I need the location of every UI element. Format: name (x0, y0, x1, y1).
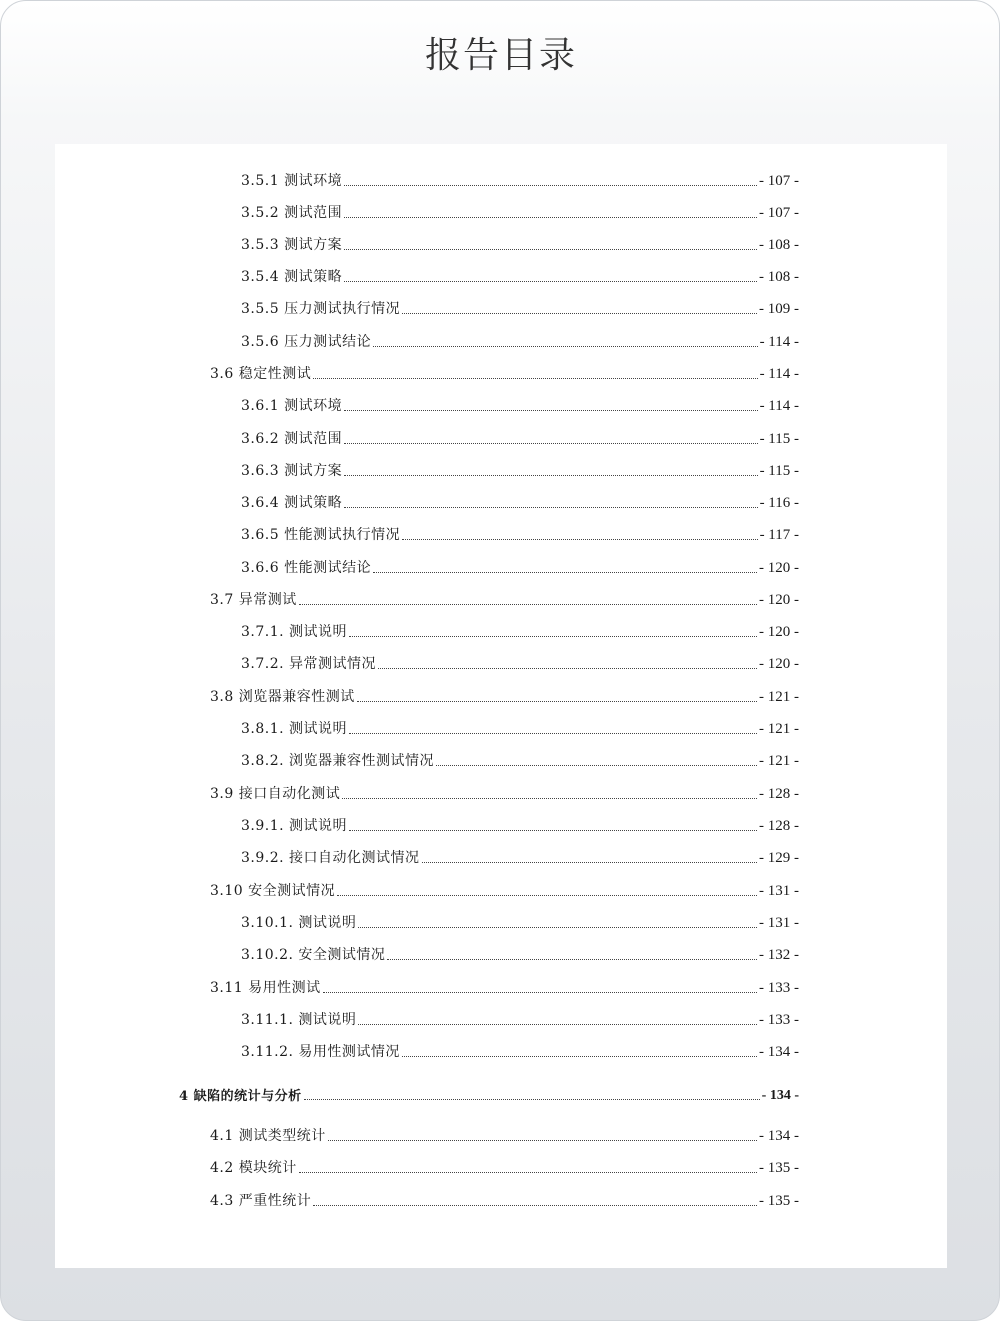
toc-entry[interactable] (241, 488, 799, 512)
toc-entry[interactable] (210, 1121, 799, 1145)
toc-entry-page-number: - 121 - (759, 689, 799, 705)
toc-entry-label: 3.11 易用性测试 (210, 980, 321, 996)
toc-entry[interactable] (241, 1005, 799, 1029)
dot-leader (378, 668, 757, 669)
dot-leader (349, 830, 757, 831)
toc-entry[interactable] (210, 585, 799, 609)
toc-entry-page-number: - 120 - (759, 560, 799, 576)
toc-entry-page-number: - 128 - (759, 818, 799, 834)
dot-leader (373, 346, 757, 347)
document-page (55, 144, 947, 1268)
toc-entry-page-number: - 117 - (759, 527, 799, 543)
dot-leader (344, 443, 757, 444)
toc-entry-page-number: - 114 - (759, 334, 799, 350)
toc-entry[interactable] (241, 617, 799, 641)
dot-leader (342, 798, 757, 799)
toc-entry[interactable] (241, 424, 799, 448)
toc-entry[interactable] (241, 746, 799, 770)
toc-entry-page-number: - 128 - (759, 786, 799, 802)
toc-entry-label: 3.6.6 性能测试结论 (241, 560, 372, 576)
toc-entry-page-number: - 135 - (759, 1193, 799, 1209)
toc-entry-page-number: - 115 - (759, 431, 799, 447)
toc-entry-label: 3.6.5 性能测试执行情况 (241, 527, 401, 543)
toc-entry-page-number: - 131 - (759, 883, 799, 899)
dot-leader (349, 636, 757, 637)
dot-leader (344, 475, 757, 476)
table-of-contents (55, 144, 947, 1268)
toc-entry[interactable] (210, 1153, 799, 1177)
toc-entry[interactable] (241, 714, 799, 738)
toc-entry-label: 3.8.1. 测试说明 (241, 721, 348, 737)
dot-leader (402, 539, 757, 540)
dot-leader (402, 1056, 757, 1057)
toc-entry-page-number: - 134 - (761, 1088, 799, 1103)
toc-entry-page-number: - 133 - (759, 980, 799, 996)
toc-entry-label: 3.5.2 测试范围 (241, 205, 343, 221)
toc-entry[interactable] (241, 262, 799, 286)
toc-entry-label: 3.9.1. 测试说明 (241, 818, 348, 834)
toc-entry-page-number: - 108 - (759, 269, 799, 285)
toc-entry-label: 3.10.1. 测试说明 (241, 915, 357, 931)
toc-entry-page-number: - 135 - (759, 1160, 799, 1176)
toc-entry[interactable] (241, 1037, 799, 1061)
dot-leader (299, 1172, 757, 1173)
dot-leader (299, 604, 757, 605)
toc-entry[interactable] (241, 649, 799, 673)
toc-entry-label: 3.8.2. 浏览器兼容性测试情况 (241, 753, 435, 769)
toc-entry[interactable] (210, 359, 799, 383)
toc-entry-page-number: - 107 - (759, 173, 799, 189)
dot-leader (313, 378, 757, 379)
toc-entry[interactable] (241, 327, 799, 351)
toc-entry[interactable] (210, 682, 799, 706)
toc-entry-label: 3.5.6 压力测试结论 (241, 334, 372, 350)
dot-leader (422, 862, 757, 863)
toc-entry-label: 3.5.5 压力测试执行情况 (241, 301, 401, 317)
dot-leader (337, 895, 757, 896)
toc-entry[interactable] (241, 553, 799, 577)
toc-entry-label: 3.6.3 测试方案 (241, 463, 343, 479)
toc-entry-page-number: - 114 - (759, 398, 799, 414)
dot-leader (373, 572, 757, 573)
dot-leader (402, 313, 757, 314)
toc-entry[interactable] (210, 779, 799, 803)
toc-entry[interactable] (241, 520, 799, 544)
toc-entry-label: 3.6.4 测试策略 (241, 495, 343, 511)
dot-leader (344, 185, 757, 186)
toc-entry-page-number: - 115 - (759, 463, 799, 479)
toc-entry-label: 3.11.1. 测试说明 (241, 1012, 357, 1028)
dot-leader (323, 992, 757, 993)
dot-leader (344, 249, 757, 250)
toc-entry-label: 3.7 异常测试 (210, 592, 297, 608)
toc-entry-label: 3.6 稳定性测试 (210, 366, 312, 382)
dot-leader (349, 733, 757, 734)
toc-entry[interactable] (241, 811, 799, 835)
dot-leader (387, 959, 757, 960)
page-title: 报告目录 (424, 35, 577, 76)
dot-leader (344, 507, 757, 508)
toc-entry-page-number: - 132 - (759, 947, 799, 963)
toc-entry[interactable] (241, 166, 799, 190)
dot-leader (358, 1024, 757, 1025)
toc-entry[interactable] (210, 973, 799, 997)
toc-entry-page-number: - 120 - (759, 624, 799, 640)
dot-leader (313, 1205, 757, 1206)
toc-entry-label: 3.8 浏览器兼容性测试 (210, 689, 355, 705)
toc-entry[interactable] (210, 1186, 799, 1210)
dot-leader (358, 927, 757, 928)
toc-entry-label: 4.3 严重性统计 (210, 1193, 312, 1209)
toc-entry[interactable] (241, 391, 799, 415)
toc-entry-label: 4.2 模块统计 (210, 1160, 297, 1176)
toc-entry-page-number: - 129 - (759, 850, 799, 866)
toc-entry[interactable] (241, 456, 799, 480)
toc-entry[interactable] (210, 876, 799, 900)
dot-leader (344, 217, 757, 218)
toc-entry[interactable] (241, 908, 799, 932)
toc-entry-page-number: - 121 - (759, 753, 799, 769)
toc-entry-page-number: - 131 - (759, 915, 799, 931)
dot-leader (344, 410, 757, 411)
toc-entry-page-number: - 134 - (759, 1128, 799, 1144)
toc-entry-label: 3.6.2 测试范围 (241, 431, 343, 447)
toc-entry-page-number: - 120 - (759, 592, 799, 608)
toc-entry-label: 4.1 测试类型统计 (210, 1128, 326, 1144)
dot-leader (436, 765, 757, 766)
toc-entry-label: 4 缺陷的统计与分析 (179, 1089, 302, 1104)
toc-entry-page-number: - 134 - (759, 1044, 799, 1060)
toc-entry-label: 3.11.2. 易用性测试情况 (241, 1044, 400, 1060)
toc-entry[interactable] (241, 198, 799, 222)
dot-leader (344, 281, 757, 282)
toc-entry-label: 3.9.2. 接口自动化测试情况 (241, 850, 420, 866)
toc-entry-label: 3.10 安全测试情况 (210, 883, 336, 899)
toc-entry-label: 3.5.3 测试方案 (241, 237, 343, 253)
dot-leader (328, 1140, 757, 1141)
toc-entry-page-number: - 108 - (759, 237, 799, 253)
toc-entry-page-number: - 107 - (759, 205, 799, 221)
toc-entry-label: 3.7.1. 测试说明 (241, 624, 348, 640)
toc-entry-label: 3.6.1 测试环境 (241, 398, 343, 414)
toc-entry-page-number: - 121 - (759, 721, 799, 737)
toc-entry-label: 3.7.2. 异常测试情况 (241, 656, 377, 672)
toc-entry[interactable] (241, 230, 799, 254)
toc-entry[interactable] (241, 843, 799, 867)
toc-entry-page-number: - 120 - (759, 656, 799, 672)
dot-leader (304, 1099, 760, 1100)
toc-entry-label: 3.9 接口自动化测试 (210, 786, 341, 802)
toc-entry-page-number: - 133 - (759, 1012, 799, 1028)
toc-entry-label: 3.5.1 测试环境 (241, 173, 343, 189)
toc-entry[interactable] (179, 1080, 799, 1104)
toc-entry-page-number: - 116 - (759, 495, 799, 511)
toc-entry-page-number: - 114 - (759, 366, 799, 382)
toc-entry-label: 3.5.4 测试策略 (241, 269, 343, 285)
toc-entry-page-number: - 109 - (759, 301, 799, 317)
dot-leader (357, 701, 757, 702)
toc-entry[interactable] (241, 940, 799, 964)
toc-entry-label: 3.10.2. 安全测试情况 (241, 947, 386, 963)
toc-entry[interactable] (241, 294, 799, 318)
